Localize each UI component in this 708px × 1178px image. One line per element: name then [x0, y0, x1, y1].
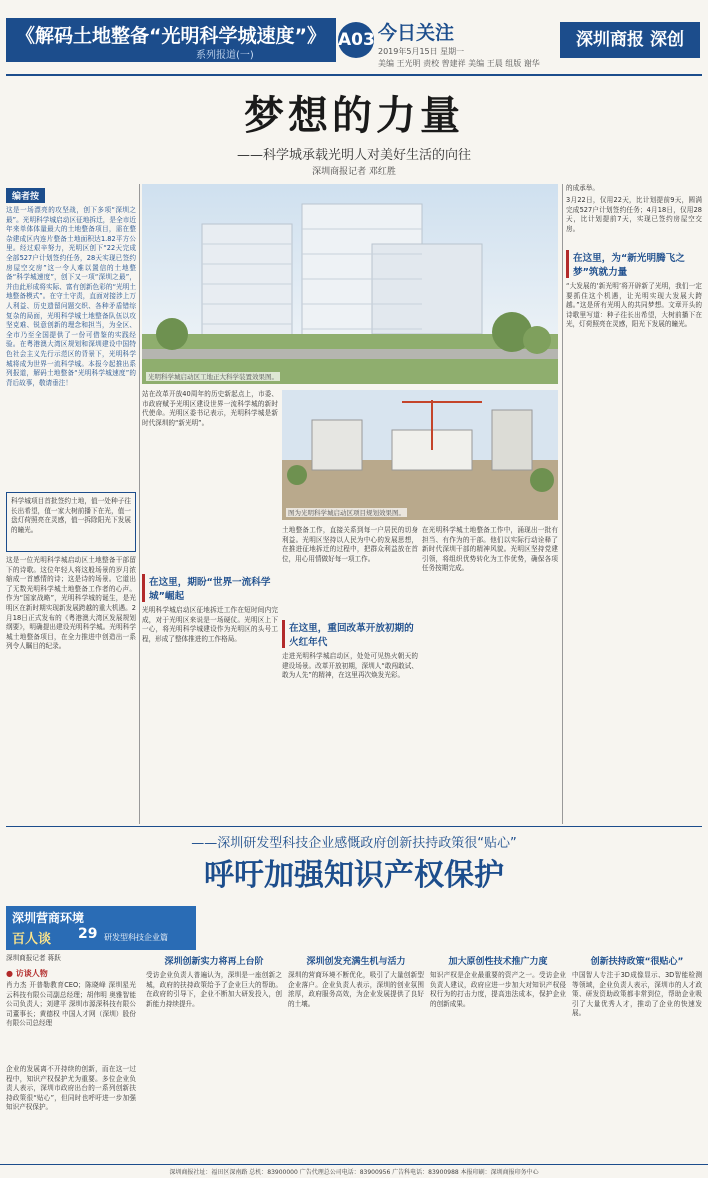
column-tag-2: 百人谈	[12, 932, 52, 947]
bottom-column-2	[146, 954, 282, 1160]
editor-note-text: 这是一场漂亮的攻坚战，创下多项“深圳之最”。光明科学城启动区征地拆迁，是全市近年来单体体量最大的土地整备项目，需在整杂建成区内连片整备土地面积达1.82平方公里。经过艰辛努力，光明区创下“22天完成全部527户计划签约任务，28天实现已签约房屋空交房”这一令人难以置信的土地整备“科学城速度”，创下又一项“深圳之最”，并由此形成将实际、富有创新色彩的“光明土地整备模式”。在守土守责，直面对接涉上万人利益、历史遗留问题交织、各种矛盾错综复杂的局面，光明科学城土地整备队伍以攻坚克难、锐意创新的理念和担当，为全区、全市乃至全国提供了一份可借鉴的实践经验。在粤港澳大湾区规划和深圳建设中国特色社会主义先行示范区的背景下，光明科学城将成为世界一流科学城。本报今起推出系列报道，解码土地整备“光明科学城速度”的背后故事，敬请垂注！	[6, 206, 136, 387]
bottom-column-4-text: 知识产权是企业最重要的资产之一。受访企业负责人建议，政府应进一步加大对知识产权侵权行为的打击力度，提高违法成本，保护企业的创新成果。	[430, 971, 566, 1008]
science-city-rendering-image	[142, 184, 558, 384]
bottom-column-3-text: 深圳的营商环境不断优化，吸引了大量创新型企业落户。企业负责人表示，深圳的创业氛围浓厚，政府服务高效，为企业发展提供了良好的土壤。	[288, 971, 424, 1008]
subhead-dream-text: 在这里，期盼“世界一流科学城”崛起	[149, 577, 271, 602]
second-photo-caption: 图为光明科学城启动区项目规划效果图。	[288, 509, 405, 517]
subhead-reform	[282, 620, 418, 648]
column-tag-badge	[6, 906, 196, 950]
column-1-text: 这是一位光明科学城启动区土地整备干部留下的诗歌。这位年轻人将这般场景的岁月浓缩成一首感情的诗；这是诗的场景。它道出了无数光明科学城土地整备工作者的心声。作为“国家战略”，光明科学城的诞生，是光明区在新时期实现新发展跨越的重大机遇。2月18日正式发布的《粤港澳大湾区发展规划纲要》，明确提出建设光明科学城。光明科学城土地整备项目，在全力推进中创造出一系列令人瞩目的纪录。	[6, 556, 136, 651]
column-1	[6, 184, 136, 824]
section-number: A03	[338, 22, 374, 58]
subhead-innovation: 深圳创新实力将再上台阶	[164, 957, 264, 967]
series-banner-title: 《解码土地整备“光明科学城速度”》	[16, 25, 326, 47]
bottom-kicker: ——深圳研发型科技企业感慨政府创新扶持政策很“贴心”	[191, 836, 517, 851]
article-byline: 深圳商报记者 邓红胜	[312, 167, 396, 177]
column-2-text-2: 光明科学城启动区征地拆迁工作在短时间内完成，对于光明区来说是一场硬仗。光明区上下一心，将光明科学城建设作为光明区的头号工程，形成了整体推进的工作格局。	[142, 606, 278, 643]
column-5-lead: 的成承举。	[566, 184, 599, 192]
subhead-dream	[142, 574, 278, 602]
column-3-text: 土地整备工作，直接关系到每一户居民的切身利益。光明区坚持以人民为中心的发展思想，在推进征地拆迁的过程中，把群众利益放在首位，用心用情做好每一项工作。	[282, 526, 418, 563]
column-5-text: 3月22日，仅用22天，比计划提前9天，圆满完成527户计划签约任务；4月18日，仅用28天，比计划提前7天，实现已签约房屋空交房。	[566, 196, 702, 233]
newspaper-logo: 深圳商报 深创	[560, 22, 700, 58]
bottom-column-1-text: 企业的发展离不开持续的创新，而在这一过程中，知识产权保护尤为重要。多位企业负责人表示，深圳市政府出台的一系列创新扶持政策很“贴心”，但同时也呼吁进一步加强知识产权保护。	[6, 1065, 136, 1112]
article-title: 梦想的力量	[244, 92, 464, 139]
page-header	[0, 0, 708, 78]
column-number: 29	[78, 926, 98, 942]
subhead-reform-text: 在这里，重回改革开放初期的火红年代	[289, 623, 414, 648]
series-banner-subtitle: 系列报道(一)	[196, 50, 254, 61]
hero-photo-caption: 光明科学城启动区工地正大科学装置效果图。	[148, 373, 278, 381]
series-banner	[6, 18, 336, 62]
column-3	[282, 526, 418, 824]
subhead-vitality: 深圳创发充满生机与活力	[306, 957, 406, 967]
column-5-text-2: “大发展的‘新光明’将开辟新了光明，我们一定要抓住这个机遇，让光明实现大发展大跨越。”这是所有光明人的共同梦想。文章开头的诗歌里写道：种子往长出希望，大树前播下在光，灯荷照亮在灵感，阳光下发展的瞳光。	[566, 282, 702, 329]
bottom-column-5-text: 中国智人专注于3D成像显示、3D智能检测等领域，企业负责人表示，深圳市的人才政策、研发资助政策都非常到位，帮助企业吸引了大量优秀人才，推动了企业的快速发展。	[572, 971, 702, 1018]
article-subtitle: ——科学城承载光明人对美好生活的向往	[236, 148, 471, 163]
column-2-text: 站在改革开放40周年的历史新起点上，市委、市政府赋予光明区建设世界一流科学城的新时代使命。光明区委书记表示，光明科学城是新时代深圳的“新光明”。	[142, 390, 278, 427]
subhead-new-dream-text: 在这里，为“新光明腾飞之梦”筑就力量	[573, 253, 685, 278]
bottom-column-3	[288, 954, 424, 1160]
section-name: 今日关注	[378, 22, 455, 44]
column-5	[566, 184, 702, 824]
column-4	[422, 526, 558, 824]
subhead-new-dream	[566, 250, 702, 278]
subhead-policy: 创新扶持政策“很贴心”	[590, 957, 684, 967]
editor-note-label: 编者按	[6, 188, 45, 203]
guests-label: ● 访谈人物	[6, 969, 48, 978]
bottom-byline: 深圳商报记者 蒋跃	[6, 954, 61, 962]
poem-box: 科学城项目首批签约土地，值一处种子往长出希望，值一家大树前播下在光，值一盘灯荷照亮在灵感，值一拆除阳光下发展的瞳光。	[6, 492, 136, 552]
guests-list: 肖力杰 开普勒教育CEO；陈晓峰 深圳星光云科技有限公司副总经理；胡伟明 奥雅智能公司负责人；刘建平 深圳市源深科技有限公司董事长；黄德权 中国人才网（深圳）股份有限公司总经理	[6, 981, 136, 1028]
column-divider	[562, 184, 563, 824]
column-4-text: 在光明科学城土地整备工作中，涌现出一批有担当、有作为的干部。他们以实际行动诠释了新时代深圳干部的精神风貌。光明区坚持党建引领，将组织优势转化为工作优势，确保各项任务按期完成。	[422, 526, 558, 573]
editor-credits: 美编 王光明 责校 曾建祥 美编 王晨 组版 谢华	[378, 59, 540, 68]
column-divider	[139, 184, 140, 824]
second-photo	[282, 390, 558, 520]
page-footer: 深圳商报社址：福田区深南路 总机：83900000 广告代理总公司电话：83900956 广告科电话：83900988 本报印刷：深圳商报印务中心	[0, 1164, 708, 1176]
date-line: 2019年5月15日 星期一	[378, 47, 465, 56]
subhead-ip: 加大原创性技术推广力度	[448, 957, 548, 967]
bottom-headline: 呼吁加强知识产权保护	[204, 858, 504, 893]
column-tag: 深圳营商环境	[12, 911, 85, 925]
bottom-column-2-text: 受访企业负责人普遍认为，深圳是一座创新之城，政府的扶持政策给予了企业巨大的帮助。在政府的引导下，企业不断加大研发投入，创新能力持续提升。	[146, 971, 282, 1008]
hero-photo	[142, 184, 558, 384]
bottom-column-1	[6, 954, 136, 1160]
column-subtitle: 研发型科技企业篇	[104, 933, 168, 942]
bottom-column-4	[430, 954, 566, 1160]
construction-site-image	[282, 390, 558, 520]
column-3-text-2: 走进光明科学城启动区，处处可见热火朝天的建设场景。改革开放初期，深圳人“敢闯敢试、敢为人先”的精神，在这里再次焕发光彩。	[282, 652, 418, 680]
header-rule	[6, 74, 702, 76]
section-rule	[6, 826, 702, 827]
column-2	[142, 390, 278, 824]
bottom-column-5	[572, 954, 702, 1160]
